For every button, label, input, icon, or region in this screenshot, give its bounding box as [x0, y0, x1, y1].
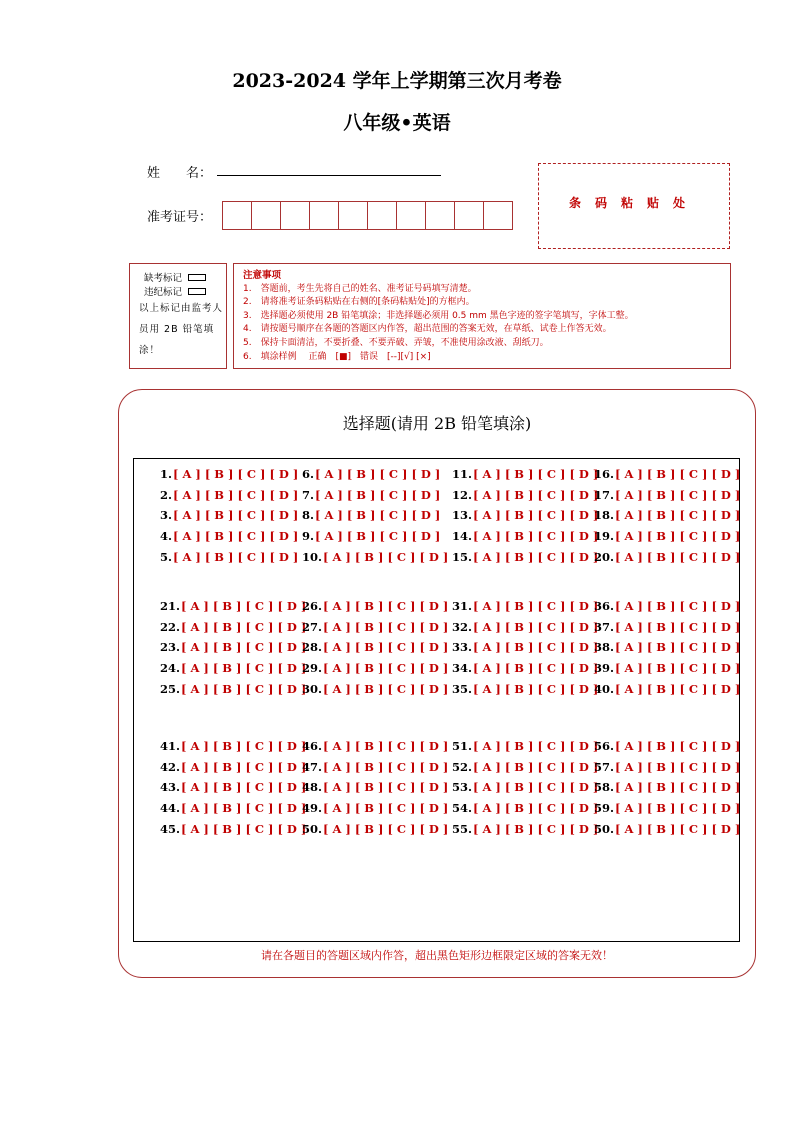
question-row[interactable] [452, 529, 598, 543]
question-row[interactable] [302, 739, 448, 753]
notice-item: 6. 填涂样例 正确 [■] 错误 [--][√] [×] [243, 351, 431, 362]
question-number: 2. [160, 487, 173, 502]
notice-box [233, 263, 731, 369]
answer-options[interactable]: [ A ] [ B ] [ C ] [ D ] [173, 529, 299, 544]
question-number: 18. [594, 508, 615, 523]
answer-options[interactable]: [ A ] [ B ] [ C ] [ D ] [473, 599, 599, 613]
question-row[interactable] [594, 640, 740, 654]
question-number: 49. [302, 801, 323, 816]
answer-options[interactable]: [ A ] [ B ] [ C ] [ D ] [473, 549, 599, 564]
question-row[interactable] [452, 467, 598, 481]
ticket-cell[interactable] [425, 201, 455, 230]
answer-options[interactable]: [ A ] [ B ] [ C ] [ D ] [615, 619, 741, 634]
answer-options[interactable]: [ A ] [ B ] [ C ] [ D ] [323, 549, 449, 564]
question-number: 42. [160, 759, 181, 774]
answer-options[interactable]: [ A ] [ B ] [ C ] [ D ] [615, 780, 741, 795]
answer-options[interactable]: [ A ] [ B ] [ C ] [ D ] [473, 508, 599, 523]
answer-options[interactable]: [ A ] [ B ] [ C ] [ D ] [615, 801, 741, 816]
answer-options[interactable]: [ A ] [ B ] [ C ] [ D ] [473, 487, 599, 502]
question-row[interactable] [302, 640, 448, 654]
question-number: 20. [594, 549, 615, 564]
answer-options[interactable]: [ A ] [ B ] [ C ] [ D ] [473, 739, 599, 753]
notice-item: 5. 保持卡面清洁，不要折叠、不要弄破、弄皱，不准使用涂改液、刮纸刀。 [243, 337, 549, 348]
question-row[interactable] [160, 822, 306, 836]
proctor-note: 以上标记由监考人员用 2B 铅笔填涂！ [139, 303, 224, 356]
question-number: 12. [452, 487, 473, 502]
question-row[interactable] [452, 661, 598, 675]
question-row[interactable] [160, 661, 306, 675]
question-number: 26. [302, 599, 323, 613]
question-row[interactable] [302, 682, 448, 696]
question-row[interactable] [302, 488, 440, 502]
question-row[interactable] [594, 599, 740, 613]
question-row[interactable] [594, 467, 740, 481]
answer-options[interactable]: [ A ] [ B ] [ C ] [ D ] [181, 739, 307, 753]
answer-options[interactable]: [ A ] [ B ] [ C ] [ D ] [473, 759, 599, 774]
ticket-cell[interactable] [338, 201, 368, 230]
question-row[interactable] [452, 801, 598, 815]
answer-options[interactable]: [ A ] [ B ] [ C ] [ D ] [173, 549, 299, 564]
question-number: 28. [302, 640, 323, 655]
ticket-label: 准考证号： [147, 210, 213, 225]
question-row[interactable] [160, 488, 298, 502]
answer-options[interactable]: [ A ] [ B ] [ C ] [ D ] [181, 640, 307, 655]
question-row[interactable] [452, 780, 598, 794]
question-row[interactable] [594, 661, 740, 675]
question-number: 33. [452, 640, 473, 655]
ticket-cell[interactable] [309, 201, 339, 230]
ticket-cell[interactable] [454, 201, 484, 230]
question-number: 3. [160, 508, 173, 523]
question-number: 22. [160, 619, 181, 634]
question-number: 19. [594, 529, 615, 544]
question-row[interactable] [302, 780, 448, 794]
question-number: 39. [594, 661, 615, 676]
ticket-number-grid[interactable] [222, 201, 512, 230]
question-number: 59. [594, 801, 615, 816]
choice-footer: 请在各题目的答题区域内作答，超出黑色矩形边框限定区域的答案无效！ [261, 949, 613, 962]
question-number: 10. [302, 549, 323, 564]
notice-item: 3. 选择题必须使用 2B 铅笔填涂；非选择题必须用 0.5 mm 黑色字迹的签字笔填写，字体工整。 [243, 310, 634, 321]
ticket-cell[interactable] [367, 201, 397, 230]
answer-options[interactable]: [ A ] [ B ] [ C ] [ D ] [615, 821, 741, 836]
question-row[interactable] [452, 599, 598, 613]
answer-options[interactable]: [ A ] [ B ] [ C ] [ D ] [323, 821, 449, 836]
notice-title: 注意事项 [243, 270, 282, 281]
question-row[interactable] [160, 508, 298, 522]
name-label: 姓 名： [147, 166, 213, 181]
answer-options[interactable]: [ A ] [ B ] [ C ] [ D ] [323, 661, 449, 676]
question-number: 21. [160, 599, 181, 613]
answer-options[interactable]: [ A ] [ B ] [ C ] [ D ] [473, 467, 599, 481]
question-row[interactable] [160, 682, 306, 696]
answer-options[interactable]: [ A ] [ B ] [ C ] [ D ] [323, 599, 449, 613]
answer-options[interactable]: [ A ] [ B ] [ C ] [ D ] [181, 821, 307, 836]
question-row[interactable] [452, 682, 598, 696]
question-number: 29. [302, 661, 323, 676]
question-row[interactable] [594, 488, 740, 502]
question-number: 34. [452, 661, 473, 676]
answer-options[interactable]: [ A ] [ B ] [ C ] [ D ] [473, 780, 599, 795]
answer-options[interactable]: [ A ] [ B ] [ C ] [ D ] [315, 467, 441, 481]
question-number: 45. [160, 821, 181, 836]
question-number: 6. [302, 467, 315, 481]
question-number: 37. [594, 619, 615, 634]
question-number: 53. [452, 780, 473, 795]
answer-options[interactable]: [ A ] [ B ] [ C ] [ D ] [323, 801, 449, 816]
question-row[interactable] [452, 550, 598, 564]
answer-options[interactable]: [ A ] [ B ] [ C ] [ D ] [615, 640, 741, 655]
question-number: 17. [594, 487, 615, 502]
answer-options[interactable]: [ A ] [ B ] [ C ] [ D ] [473, 640, 599, 655]
question-row[interactable] [160, 529, 298, 543]
question-row[interactable] [594, 760, 740, 774]
answer-options[interactable]: [ A ] [ B ] [ C ] [ D ] [615, 508, 741, 523]
question-row[interactable] [160, 760, 306, 774]
question-row[interactable] [452, 640, 598, 654]
question-number: 9. [302, 529, 315, 544]
question-row[interactable] [594, 822, 740, 836]
ticket-cell[interactable] [483, 201, 513, 230]
answer-options[interactable]: [ A ] [ B ] [ C ] [ D ] [473, 821, 599, 836]
question-number: 14. [452, 529, 473, 544]
absent-mark-box[interactable] [188, 274, 206, 281]
question-row[interactable] [452, 822, 598, 836]
answer-options[interactable]: [ A ] [ B ] [ C ] [ D ] [315, 508, 441, 523]
question-number: 50. [594, 821, 615, 836]
question-number: 57. [594, 759, 615, 774]
question-row[interactable] [594, 550, 740, 564]
answer-options[interactable]: [ A ] [ B ] [ C ] [ D ] [323, 640, 449, 655]
question-number: 48. [302, 780, 323, 795]
answer-options[interactable]: [ A ] [ B ] [ C ] [ D ] [615, 549, 741, 564]
question-number: 4. [160, 529, 173, 544]
question-number: 27. [302, 619, 323, 634]
answer-options[interactable]: [ A ] [ B ] [ C ] [ D ] [181, 759, 307, 774]
answer-options[interactable]: [ A ] [ B ] [ C ] [ D ] [473, 801, 599, 816]
answer-options[interactable]: [ A ] [ B ] [ C ] [ D ] [315, 529, 441, 544]
violation-mark-box[interactable] [188, 288, 206, 295]
violation-mark-label: 违纪标记 [144, 287, 183, 298]
answer-grid [133, 458, 740, 942]
question-number: 15. [452, 549, 473, 564]
question-row[interactable] [302, 760, 448, 774]
barcode-area [538, 163, 730, 249]
question-number: 11. [452, 467, 473, 481]
question-number: 40. [594, 681, 615, 696]
question-row[interactable] [302, 620, 448, 634]
question-number: 52. [452, 759, 473, 774]
question-row[interactable] [302, 599, 448, 613]
answer-options[interactable]: [ A ] [ B ] [ C ] [ D ] [615, 661, 741, 676]
question-row[interactable] [594, 780, 740, 794]
question-number: 5. [160, 549, 173, 564]
question-number: 8. [302, 508, 315, 523]
question-number: 50. [302, 821, 323, 836]
question-number: 55. [452, 821, 473, 836]
answer-options[interactable]: [ A ] [ B ] [ C ] [ D ] [615, 599, 741, 613]
question-row[interactable] [160, 599, 306, 613]
question-row[interactable] [160, 739, 306, 753]
answer-options[interactable]: [ A ] [ B ] [ C ] [ D ] [615, 467, 741, 481]
notice-item: 2. 请将准考证条码粘贴在右侧的[条码粘贴处]的方框内。 [243, 297, 475, 308]
question-row[interactable] [594, 739, 740, 753]
name-field[interactable] [217, 175, 441, 176]
ticket-cell[interactable] [396, 201, 426, 230]
ticket-cell[interactable] [222, 201, 252, 230]
question-row[interactable] [302, 801, 448, 815]
absent-mark-label: 缺考标记 [144, 273, 183, 284]
question-row[interactable] [302, 822, 448, 836]
question-number: 30. [302, 681, 323, 696]
question-row[interactable] [594, 620, 740, 634]
question-row[interactable] [302, 508, 440, 522]
choice-title: 选择题(请用 2B 铅笔填涂) [342, 414, 532, 433]
answer-options[interactable]: [ A ] [ B ] [ C ] [ D ] [181, 780, 307, 795]
question-number: 25. [160, 681, 181, 696]
question-row[interactable] [594, 682, 740, 696]
page-subtitle: 八年级•英语 [343, 112, 451, 134]
question-number: 54. [452, 801, 473, 816]
question-number: 31. [452, 599, 473, 613]
answer-options[interactable]: [ A ] [ B ] [ C ] [ D ] [323, 780, 449, 795]
answer-options[interactable]: [ A ] [ B ] [ C ] [ D ] [181, 599, 307, 613]
question-row[interactable] [160, 620, 306, 634]
ticket-cell[interactable] [280, 201, 310, 230]
question-row[interactable] [452, 508, 598, 522]
question-number: 23. [160, 640, 181, 655]
answer-options[interactable]: [ A ] [ B ] [ C ] [ D ] [173, 467, 299, 481]
question-number: 47. [302, 759, 323, 774]
question-row[interactable] [594, 508, 740, 522]
answer-options[interactable]: [ A ] [ B ] [ C ] [ D ] [615, 739, 741, 753]
page-title: 2023-2024 学年上学期第三次月考卷 [232, 70, 562, 92]
answer-options[interactable]: [ A ] [ B ] [ C ] [ D ] [615, 487, 741, 502]
notice-item: 4. 请按题号顺序在各题的答题区内作答，超出范围的答案无效，在草纸、试卷上作答无效。 [243, 324, 612, 335]
question-row[interactable] [160, 640, 306, 654]
question-number: 7. [302, 487, 315, 502]
question-row[interactable] [594, 801, 740, 815]
answer-options[interactable]: [ A ] [ B ] [ C ] [ D ] [315, 487, 441, 502]
answer-options[interactable]: [ A ] [ B ] [ C ] [ D ] [181, 801, 307, 816]
answer-options[interactable]: [ A ] [ B ] [ C ] [ D ] [323, 739, 449, 753]
question-row[interactable] [452, 488, 598, 502]
question-row[interactable] [160, 550, 298, 564]
question-number: 36. [594, 599, 615, 613]
question-number: 24. [160, 661, 181, 676]
answer-options[interactable]: [ A ] [ B ] [ C ] [ D ] [173, 508, 299, 523]
choice-section [118, 389, 756, 978]
question-number: 46. [302, 739, 323, 753]
notice-item: 1. 答题前，考生先将自己的姓名、准考证号码填写清楚。 [243, 283, 477, 294]
question-row[interactable] [302, 550, 448, 564]
question-row[interactable] [302, 467, 440, 481]
question-number: 56. [594, 739, 615, 753]
answer-options[interactable]: [ A ] [ B ] [ C ] [ D ] [615, 681, 741, 696]
question-number: 13. [452, 508, 473, 523]
question-row[interactable] [160, 801, 306, 815]
question-number: 43. [160, 780, 181, 795]
barcode-label: 条码粘贴处 [568, 196, 699, 210]
question-row[interactable] [160, 467, 298, 481]
answer-options[interactable]: [ A ] [ B ] [ C ] [ D ] [323, 759, 449, 774]
answer-options[interactable]: [ A ] [ B ] [ C ] [ D ] [323, 619, 449, 634]
answer-options[interactable]: [ A ] [ B ] [ C ] [ D ] [473, 681, 599, 696]
question-row[interactable] [452, 620, 598, 634]
question-number: 41. [160, 739, 181, 753]
question-number: 32. [452, 619, 473, 634]
ticket-cell[interactable] [251, 201, 281, 230]
answer-options[interactable]: [ A ] [ B ] [ C ] [ D ] [473, 661, 599, 676]
question-row[interactable] [452, 739, 598, 753]
question-number: 16. [594, 467, 615, 481]
question-row[interactable] [160, 780, 306, 794]
question-row[interactable] [302, 529, 440, 543]
answer-options[interactable]: [ A ] [ B ] [ C ] [ D ] [173, 487, 299, 502]
absent-mark[interactable] [144, 270, 206, 284]
answer-options[interactable]: [ A ] [ B ] [ C ] [ D ] [323, 681, 449, 696]
question-number: 38. [594, 640, 615, 655]
question-row[interactable] [452, 760, 598, 774]
answer-options[interactable]: [ A ] [ B ] [ C ] [ D ] [473, 529, 599, 544]
answer-options[interactable]: [ A ] [ B ] [ C ] [ D ] [615, 529, 741, 544]
answer-options[interactable]: [ A ] [ B ] [ C ] [ D ] [181, 661, 307, 676]
question-number: 35. [452, 681, 473, 696]
question-row[interactable] [302, 661, 448, 675]
answer-options[interactable]: [ A ] [ B ] [ C ] [ D ] [615, 759, 741, 774]
question-number: 1. [160, 467, 173, 481]
answer-options[interactable]: [ A ] [ B ] [ C ] [ D ] [181, 681, 307, 696]
question-number: 51. [452, 739, 473, 753]
proctor-marks-box [129, 263, 227, 369]
answer-options[interactable]: [ A ] [ B ] [ C ] [ D ] [473, 619, 599, 634]
question-row[interactable] [594, 529, 740, 543]
question-number: 44. [160, 801, 181, 816]
question-number: 58. [594, 780, 615, 795]
violation-mark[interactable] [144, 284, 206, 298]
answer-options[interactable]: [ A ] [ B ] [ C ] [ D ] [181, 619, 307, 634]
